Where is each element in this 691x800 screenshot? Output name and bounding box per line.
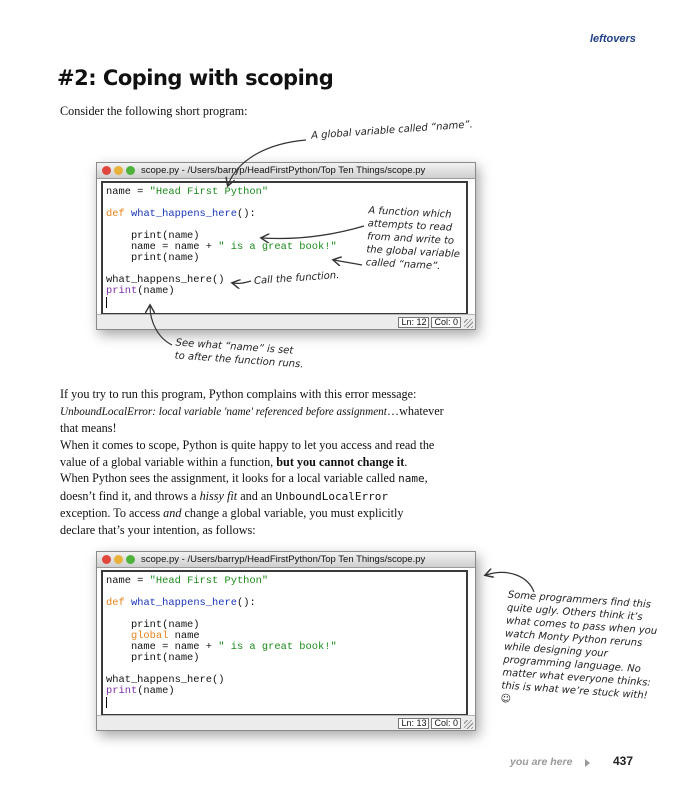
- italic-text: hissy fit: [199, 488, 238, 503]
- code-editor[interactable]: [101, 570, 468, 716]
- code-keyword: global: [130, 630, 169, 642]
- line-indicator: Ln: 12: [398, 317, 429, 328]
- code-function-name: what_happens_here: [130, 208, 237, 220]
- code-token: name = name +: [106, 241, 219, 253]
- code-token: (name): [137, 685, 175, 697]
- editor-window-2[interactable]: [96, 551, 476, 731]
- inline-code: UnboundLocalError: [275, 489, 389, 503]
- window-titlebar[interactable]: [97, 552, 475, 568]
- code-token: name: [168, 630, 200, 642]
- annotation-function: A function which attempts to read from and write to the global variable called “name”.: [365, 205, 461, 273]
- code-string: " is a great book!": [218, 241, 337, 253]
- paragraph-text: , doesn’t find it, and throws a: [60, 471, 428, 503]
- resize-grip-icon[interactable]: [464, 720, 473, 729]
- you-are-here-label: you are here: [510, 756, 573, 768]
- scope-paragraph: [60, 437, 438, 538]
- code-line: print(name): [106, 652, 200, 664]
- annotation-call-function: Call the function.: [253, 270, 340, 287]
- code-listing: [103, 572, 466, 708]
- page-number: 437: [613, 754, 634, 768]
- paragraph-text: …whatever that means!: [60, 403, 444, 435]
- code-token: ():: [236, 208, 256, 220]
- code-function-name: what_happens_here: [130, 597, 237, 609]
- code-line: what_happens_here(): [106, 674, 225, 686]
- zoom-icon[interactable]: [126, 555, 135, 564]
- paragraph-text: If you try to run this program, Python complains with this error message:: [60, 387, 417, 401]
- status-bar: [97, 715, 475, 730]
- paragraph-text: . When Python sees the assignment, it looks for a local variable called: [60, 454, 408, 485]
- code-token: name =: [106, 575, 150, 587]
- annotation-global-variable: A global variable called “name”.: [310, 119, 474, 142]
- code-line: print(name): [106, 252, 200, 264]
- close-icon[interactable]: [102, 555, 111, 564]
- code-token: ():: [236, 597, 256, 609]
- text-cursor: [106, 697, 107, 708]
- code-line: what_happens_here(): [106, 274, 225, 286]
- line-indicator: Ln: 13: [398, 718, 429, 729]
- code-token: name =: [106, 186, 150, 198]
- code-string: " is a great book!": [218, 641, 337, 653]
- code-builtin: print: [106, 285, 138, 297]
- paragraph-text: change a global variable, you must explicitly declare that’s your intention, as follows:: [60, 506, 404, 537]
- code-line: print(name): [106, 230, 200, 242]
- error-paragraph: [60, 386, 450, 437]
- paragraph-text: and an: [237, 488, 276, 503]
- paragraph-text: exception. To access: [60, 506, 164, 520]
- window-title: scope.py - /Users/barryp/HeadFirstPython/Top Ten Things/scope.py: [141, 554, 426, 565]
- window-title: scope.py - /Users/barryp/HeadFirstPython/Top Ten Things/scope.py: [141, 165, 426, 176]
- code-string: "Head First Python": [149, 186, 269, 198]
- inline-code: name: [398, 472, 425, 485]
- error-message: UnboundLocalError: local variable 'name' referenced before assignment: [60, 405, 387, 418]
- code-token: name = name +: [106, 641, 219, 653]
- code-string: "Head First Python": [149, 575, 269, 587]
- code-keyword: def: [106, 208, 125, 220]
- page-title: #2: Coping with scoping: [57, 66, 334, 90]
- paragraph-text: When it comes to scope, Python is quite happy to let you access and read the value of a global variable within a function,: [60, 438, 435, 469]
- column-indicator: Col: 0: [431, 317, 461, 328]
- triangle-right-icon: [585, 759, 590, 767]
- italic-text: and: [163, 506, 182, 520]
- minimize-icon[interactable]: [114, 555, 123, 564]
- code-line: print(name): [106, 619, 200, 631]
- code-keyword: def: [106, 597, 125, 609]
- annotation-ugly: Some programmers find this quite ugly. Others think it’s what comes to pass when you watch Monty Python reruns while designing your programming language. No matter what everyone thinks: this is what we’re stuck with! ☺: [500, 589, 658, 706]
- section-header: leftovers: [590, 33, 636, 45]
- code-token: (name): [137, 285, 175, 297]
- annotation-see-name: See what “name” is set to after the function runs.: [174, 337, 304, 371]
- emphasis-text: but you cannot change it: [276, 454, 405, 469]
- intro-text: Consider the following short program:: [60, 104, 248, 118]
- column-indicator: Col: 0: [431, 718, 461, 729]
- code-builtin: print: [106, 685, 138, 697]
